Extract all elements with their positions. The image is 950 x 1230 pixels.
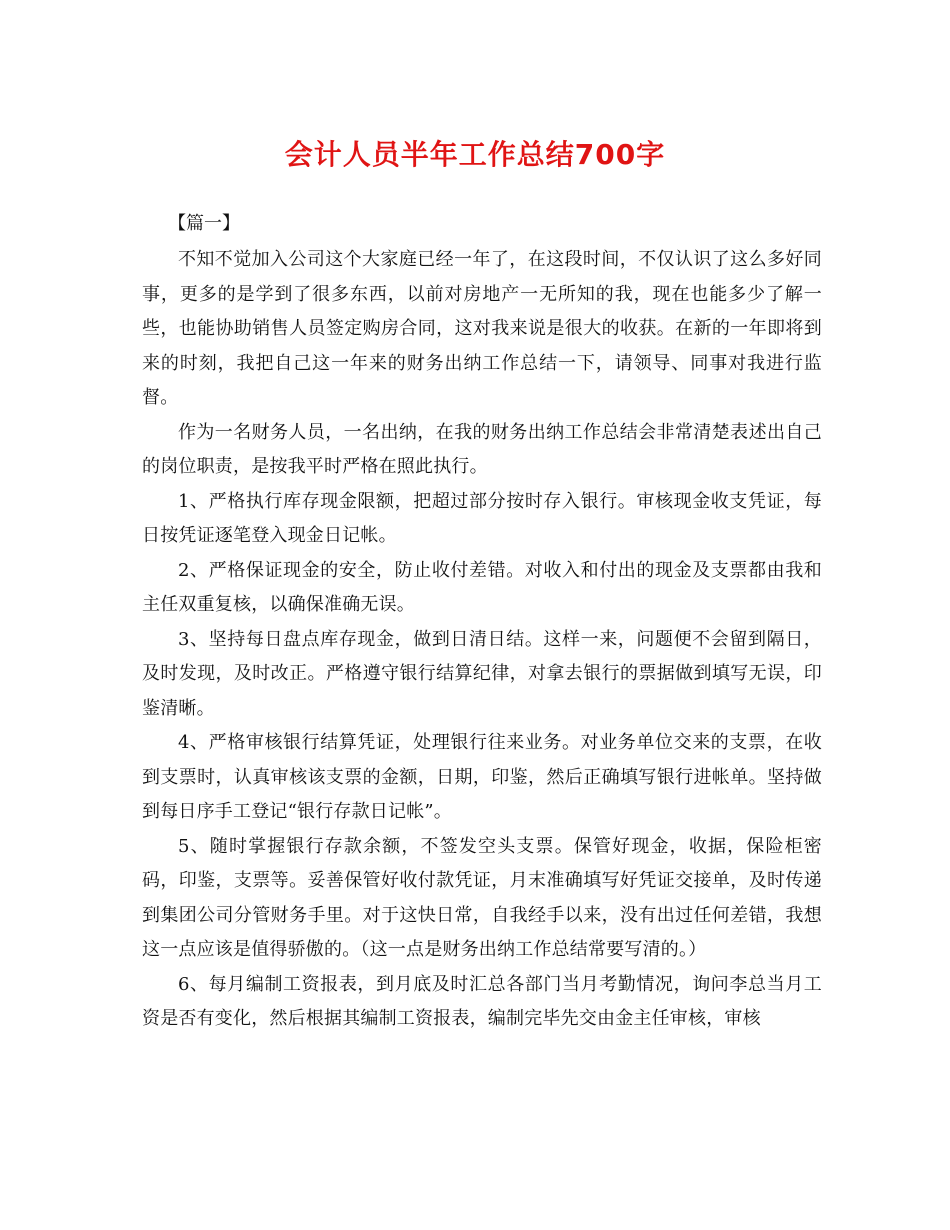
document-body bbox=[142, 243, 822, 1037]
paragraph-item-2: 2、严格保证现金的安全，防止收付差错。对收入和付出的现金及支票都由我和主任双重复核，以确保准确无误。 bbox=[142, 559, 822, 615]
section-label: 【篇一】 bbox=[168, 213, 240, 234]
paragraph-duties: 作为一名财务人员，一名出纳，在我的财务出纳工作总结会非常清楚表述出自己的岗位职责，是按我平时严格在照此执行。 bbox=[142, 421, 822, 477]
paragraph-item-5: 5、随时掌握银行存款余额，不签发空头支票。保管好现金，收据，保险柜密码，印鉴，支票等。妥善保管好收付款凭证，月末准确填写好凭证交接单，及时传递到集团公司分管财务手里。对于这快日常，自我经手以来，没有出过任何差错，我想这一点应该是值得骄傲的。（这一点是财务出纳工作总结常要写清的。） bbox=[142, 835, 822, 960]
document-title: 会计人员半年工作总结700字 bbox=[284, 138, 666, 171]
paragraph-item-6: 6、每月编制工资报表，到月底及时汇总各部门当月考勤情况，询问李总当月工资是否有变化，然后根据其编制工资报表，编制完毕先交由金主任审核，审核 bbox=[142, 973, 822, 1029]
paragraph-intro: 不知不觉加入公司这个大家庭已经一年了，在这段时间，不仅认识了这么多好同事，更多的是学到了很多东西，以前对房地产一无所知的我，现在也能多少了解一些，也能协助销售人员签定购房合同，这对我来说是很大的收获。在新的一年即将到来的时刻，我把自己这一年来的财务出纳工作总结一下，请领导、同事对我进行监督。 bbox=[142, 249, 822, 408]
paragraph-item-4: 4、严格审核银行结算凭证，处理银行往来业务。对业务单位交来的支票，在收到支票时，认真审核该支票的金额，日期，印鉴，然后正确填写银行进帐单。坚持做到每日序手工登记“银行存款日记帐”。 bbox=[142, 732, 822, 822]
paragraph-item-1: 1、严格执行库存现金限额，把超过部分按时存入银行。审核现金收支凭证，每日按凭证逐笔登入现金日记帐。 bbox=[142, 490, 822, 546]
paragraph-item-3: 3、坚持每日盘点库存现金，做到日清日结。这样一来，问题便不会留到隔日，及时发现，及时改正。严格遵守银行结算纪律，对拿去银行的票据做到填写无误，印鉴清晰。 bbox=[142, 628, 822, 719]
